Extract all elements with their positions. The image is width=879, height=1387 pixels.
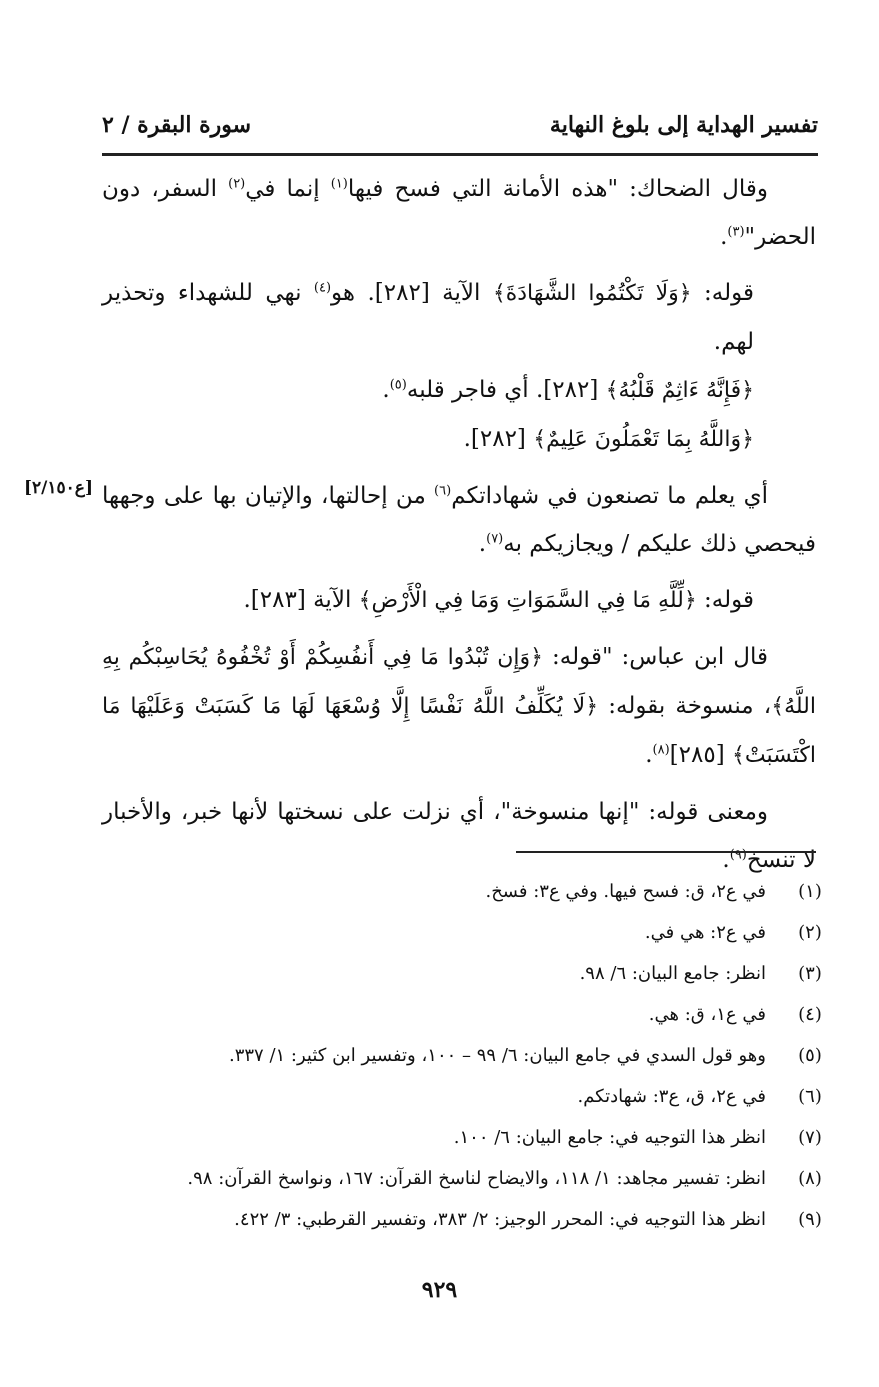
footnote <box>102 1080 828 1121</box>
text-segment: . <box>382 377 390 403</box>
footnote-marker: (٥) <box>389 377 407 393</box>
paragraph-verse-shahada <box>102 269 816 366</box>
footnote-marker: (٣) <box>727 224 745 240</box>
footnote-number: (١) <box>798 881 822 902</box>
footnote-divider <box>516 851 816 853</box>
text-segment: [٢٨٢]. <box>463 426 534 452</box>
footnote-text: في ع٢، ق، ع٣: شهادتكم. <box>577 1086 766 1107</box>
footnote-text: في ع١، ق: هي. <box>648 1004 766 1025</box>
footnote-text: انظر: جامع البيان: ٦/ ٩٨. <box>579 963 766 984</box>
text-segment: من إحالتها، والإتيان بها على وجهها فيحصي ذلك عليكم / ويجازيكم به <box>102 483 816 557</box>
footnote-number: (٩) <box>798 1209 822 1230</box>
paragraph-ibn-abbas <box>102 633 816 780</box>
footnotes-section <box>102 875 828 1244</box>
text-segment: [٢٨٢]. أي فاجر قلبه <box>406 377 606 403</box>
text-segment: . <box>645 742 653 768</box>
footnote-text: في ع٢: هي في. <box>644 922 766 943</box>
footnote-number: (٦) <box>798 1086 822 1107</box>
text-segment: . <box>720 224 728 250</box>
text-segment: أي يعلم ما تصنعون في شهاداتكم <box>451 483 768 509</box>
quran-verse: ﴿وَاللَّهُ بِمَا تَعْمَلُونَ عَلِيمٌ﴾ <box>533 427 754 452</box>
footnote-marker: (٨) <box>652 742 670 758</box>
text-segment: الآية [٢٨٢]. هو <box>331 280 493 306</box>
text-segment: . <box>722 847 730 873</box>
paragraph-explanation <box>102 472 816 568</box>
footnote-text: انظر هذا التوجيه في: المحرر الوجيز: ٢/ ٣٨٣، وتفسير القرطبي: ٣/ ٤٢٢. <box>234 1209 766 1230</box>
header-divider <box>102 153 818 156</box>
main-text <box>102 165 816 892</box>
footnote <box>102 1039 828 1080</box>
footnote-number: (٧) <box>798 1127 822 1148</box>
quran-verse: ﴿لِّلَّهِ مَا فِي السَّمَوَاتِ وَمَا فِي الْأَرْضِ﴾ <box>358 588 697 613</box>
running-header <box>102 108 818 148</box>
footnote <box>102 1203 828 1244</box>
footnote <box>102 1121 828 1162</box>
footnote-number: (٨) <box>798 1168 822 1189</box>
footnote-number: (٥) <box>798 1045 822 1066</box>
footnote-text: انظر هذا التوجيه في: جامع البيان: ٦/ ١٠٠. <box>453 1127 766 1148</box>
paragraph-dahhak <box>102 165 816 261</box>
paragraph-verse-heavens <box>102 576 816 625</box>
quran-verse: ﴿وَلَا تَكْتُمُوا الشَّهَادَةَ﴾ <box>492 281 692 306</box>
quran-verse: ﴿وَإِن تُبْدُوا مَا فِي أَنفُسِكُمْ أَوْ تُخْفُوهُ يُحَاسِبْكُم بِهِ اللَّهُ﴾ <box>102 645 816 719</box>
footnote-marker: (٦) <box>434 483 452 499</box>
footnote-text: انظر: تفسير مجاهد: ١/ ١١٨، والايضاح لناسخ القرآن: ١٦٧، ونواسخ القرآن: ٩٨. <box>187 1168 766 1189</box>
footnote-text: في ع٢، ق: فسح فيها. وفي ع٣: فسخ. <box>485 881 766 902</box>
footnote-text: وهو قول السدي في جامع البيان: ٦/ ٩٩ – ١٠٠، وتفسير ابن كثير: ١/ ٣٣٧. <box>228 1045 766 1066</box>
text-segment: قال ابن عباس: "قوله: <box>543 644 768 670</box>
text-segment: [٢٨٥] <box>669 742 733 768</box>
footnote <box>102 957 828 998</box>
page-number: ٩٢٩ <box>421 1277 458 1303</box>
book-title: تفسير الهداية إلى بلوغ النهاية <box>549 112 818 138</box>
text-segment: نهي للشهداء وتحذير لهم. <box>102 280 754 355</box>
paragraph-meaning <box>102 788 816 884</box>
quran-verse: ﴿فَإِنَّهُ ءَاثِمٌ قَلْبُهُ﴾ <box>605 378 754 403</box>
footnote <box>102 1162 828 1203</box>
footnote-number: (٢) <box>798 922 822 943</box>
text-segment: الآية [٢٨٣]. <box>243 587 359 613</box>
text-segment: . <box>478 531 487 557</box>
text-segment: إنما في <box>245 176 331 202</box>
paragraph-verse-alim <box>102 415 816 464</box>
text-segment: وقال الضحاك: "هذه الأمانة التي فسح فيها <box>347 176 768 202</box>
footnote-marker: (٧) <box>486 531 504 547</box>
footnote-number: (٣) <box>798 963 822 984</box>
footnote-number: (٤) <box>798 1004 822 1025</box>
surah-title: سورة البقرة / ٢ <box>102 112 252 138</box>
text-segment: السفر، دون الحضر" <box>102 176 816 250</box>
text-segment: ومعنى قوله: "إنها منسوخة"، أي نزلت على نسختها لأنها خبر، والأخبار لا تنسخ <box>102 799 816 873</box>
footnote-marker: (٤) <box>313 280 332 296</box>
footnote-marker: (٩) <box>729 847 747 863</box>
manuscript-folio-reference: [ع٢/١٥٠] <box>24 478 93 498</box>
footnote-marker: (١) <box>330 176 348 192</box>
footnote <box>102 875 828 916</box>
text-segment: قوله: <box>691 280 755 306</box>
paragraph-verse-athim <box>102 366 816 415</box>
footnote-marker: (٢) <box>228 176 246 192</box>
footnote <box>102 998 828 1039</box>
text-segment: قوله: <box>696 587 754 613</box>
quran-verse: ﴿لَا يُكَلِّفُ اللَّهُ نَفْسًا إِلَّا وُسْعَهَا لَهَا مَا كَسَبَتْ وَعَلَيْهَا مَا اكْتَسَبَتْ﴾ <box>102 694 816 768</box>
footnote <box>102 916 828 957</box>
text-segment: ، منسوخة بقوله: <box>598 693 772 719</box>
